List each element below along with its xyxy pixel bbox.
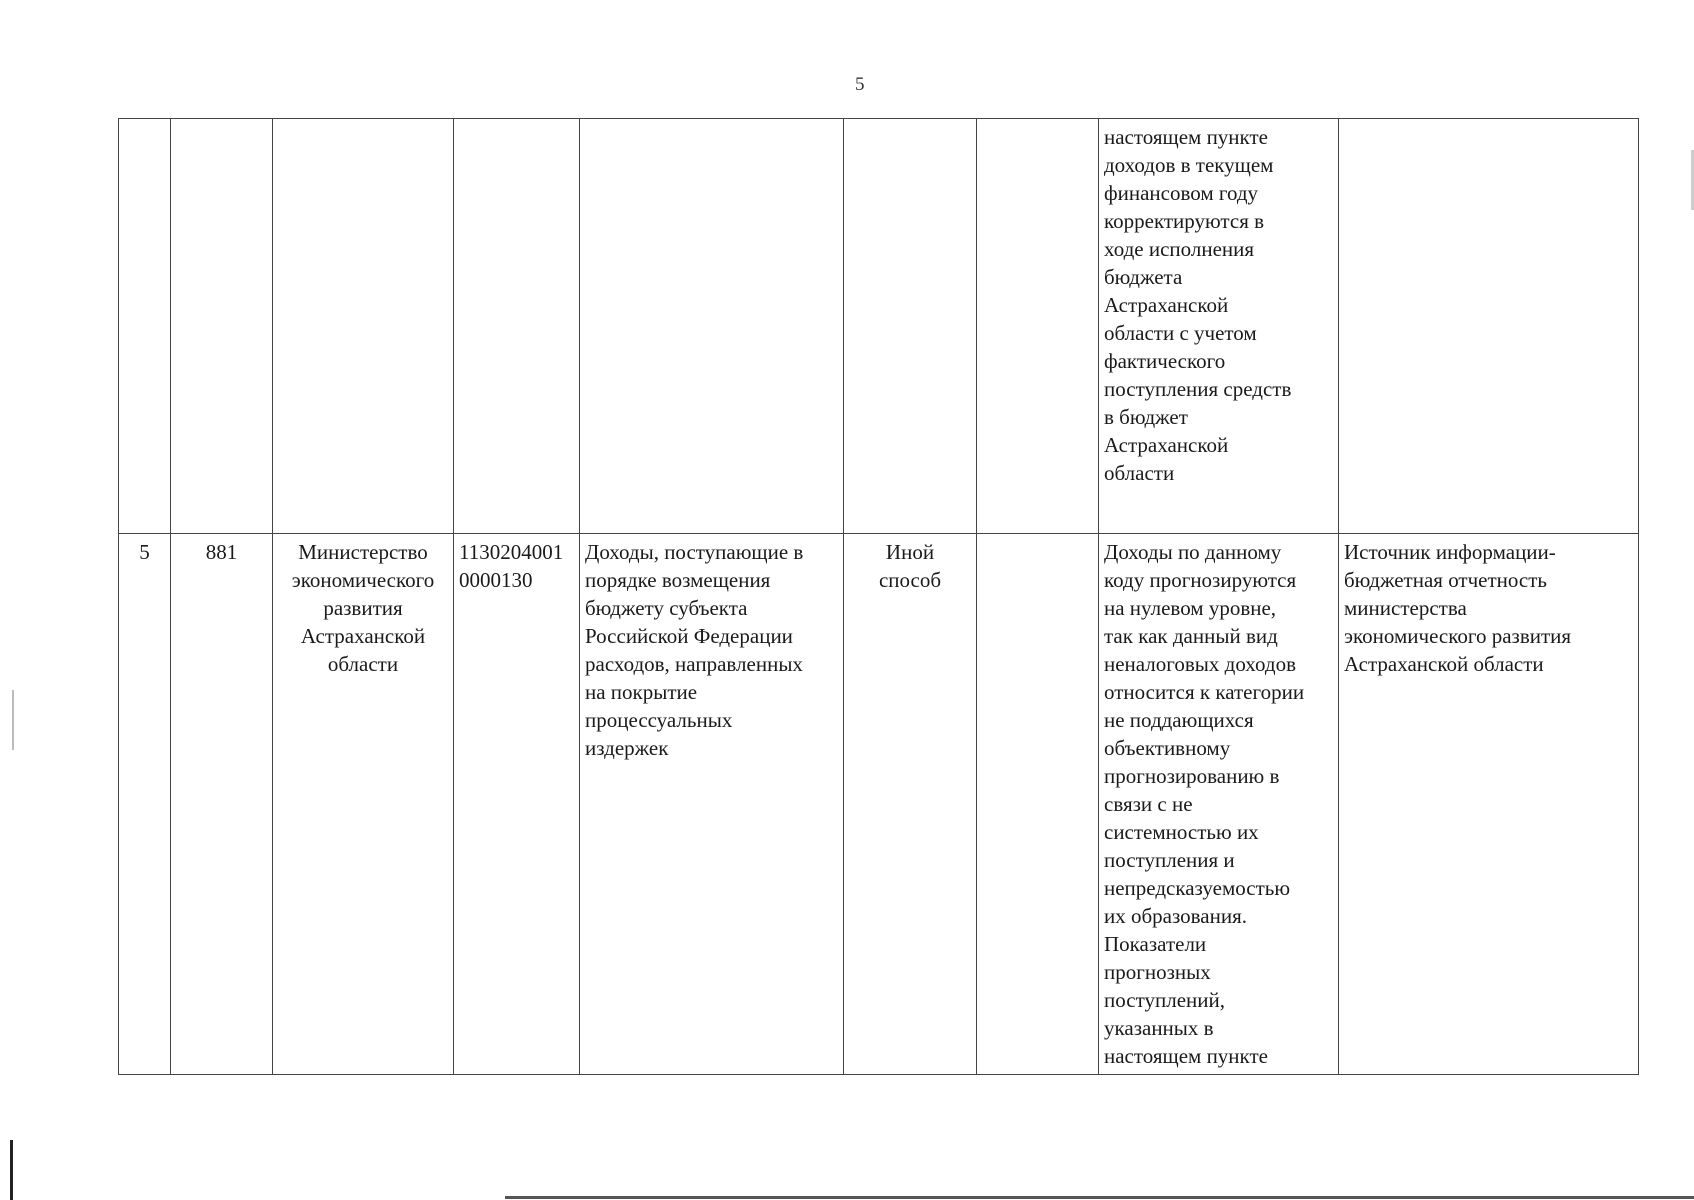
cell-empty [977, 119, 1099, 534]
admin-code: 881 [205, 540, 238, 564]
source-text: Источник информации- бюджетная отчетность министерства экономического развития Астраханской области [1344, 540, 1572, 676]
cell-empty [844, 119, 977, 534]
cell-empty [454, 119, 580, 534]
cell-empty [119, 119, 171, 534]
scan-artifact [12, 690, 14, 750]
cell-algorithm [1099, 534, 1339, 1075]
forecast-method: Иной способ [878, 540, 942, 592]
algorithm-continuation-text: настоящем пункте доходов в текущем финансовом году корректируются в ходе исполнения бюджета Астраханской области с учетом фактического поступления средств в бюджет Астраханской области [1104, 125, 1292, 485]
cell-source [1339, 534, 1639, 1075]
cell-empty [273, 119, 454, 534]
kbk-code: 1130204001 0000130 [459, 540, 564, 592]
cell-empty [171, 119, 273, 534]
cell-formula [977, 534, 1099, 1075]
cell-forecast-method [844, 534, 977, 1075]
table-row [119, 534, 1639, 1075]
forecast-methods-table [118, 118, 1639, 1075]
scan-edge [505, 1196, 1694, 1199]
income-name: Доходы, поступающие в порядке возмещения бюджету субъекта Российской Федерации расходов, направленных на покрытие процессуальных издержек [585, 540, 804, 760]
table-row-continuation [119, 119, 1639, 534]
row-number: 5 [139, 540, 150, 564]
admin-name: Министерство экономического развития Астраханской области [291, 540, 435, 676]
cell-income-name [580, 534, 844, 1075]
page-number: 5 [855, 74, 865, 95]
scan-artifact [10, 1140, 13, 1200]
cell-algorithm-continuation [1099, 119, 1339, 534]
cell-empty [580, 119, 844, 534]
cell-admin-code [171, 534, 273, 1075]
cell-empty [1339, 119, 1639, 534]
algorithm-text: Доходы по данному коду прогнозируются на нулевом уровне, так как данный вид неналоговых доходов относится к категории не поддающихся объективному прогнозированию в связи с не системностью их поступления и непредсказуемостью их образования. Показатели прогнозных поступлений, указанных в настоящем пункте [1104, 540, 1305, 1068]
cell-admin-name [273, 534, 454, 1075]
cell-kbk [454, 534, 580, 1075]
cell-row-number [119, 534, 171, 1075]
